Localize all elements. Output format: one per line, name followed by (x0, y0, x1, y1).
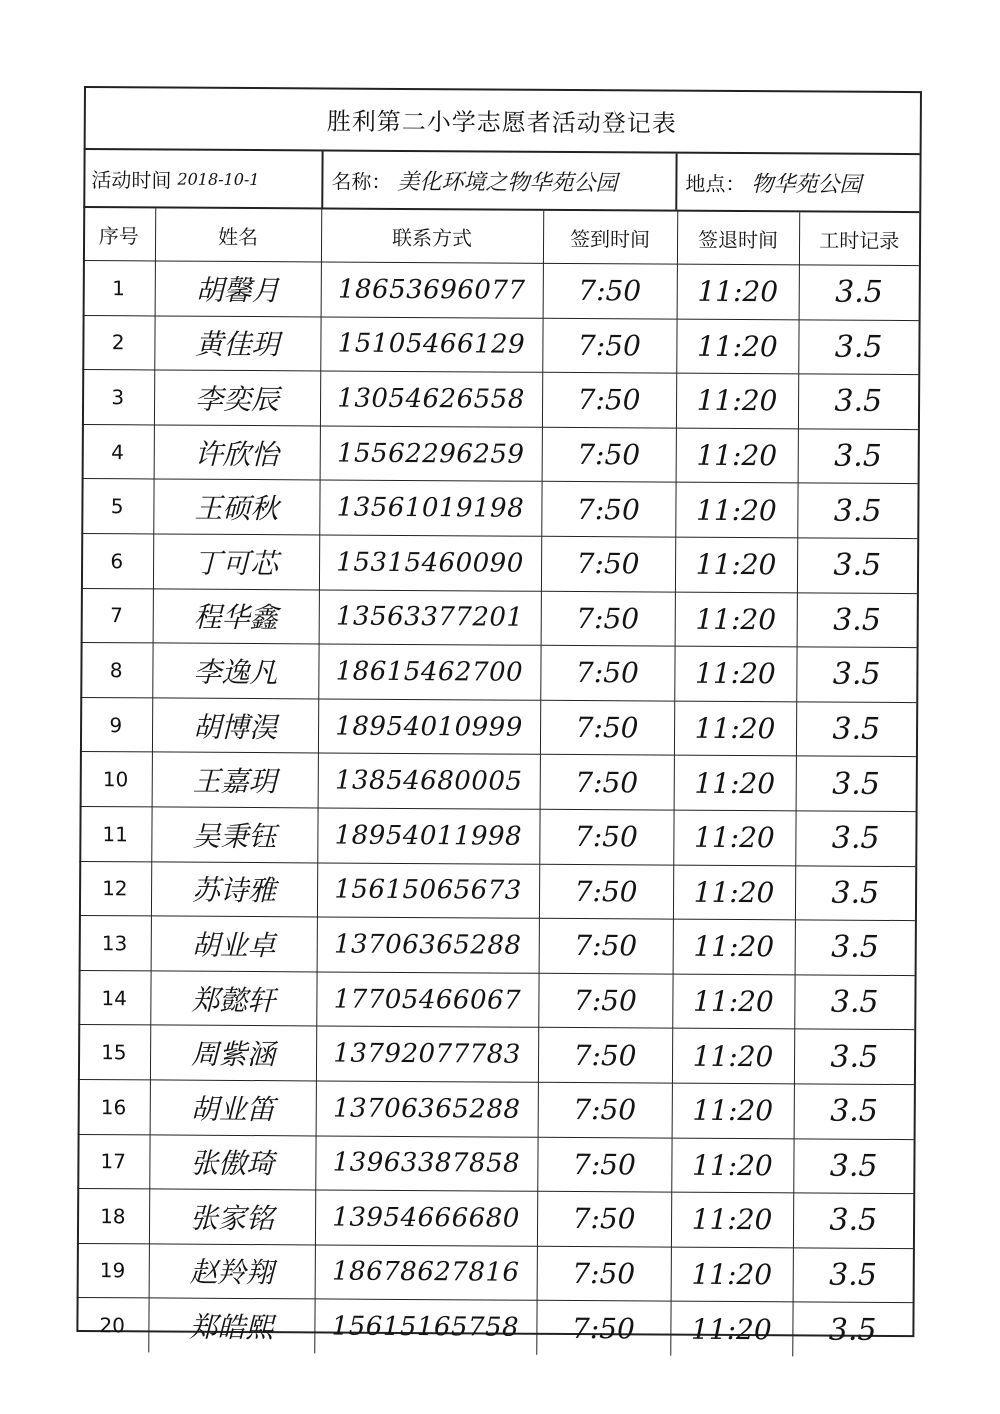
row-index: 10 (80, 752, 152, 807)
hours-record: 3.5 (793, 1193, 913, 1248)
volunteer-name: 赵羚翔 (149, 1244, 315, 1300)
contact-phone: 13963387858 (315, 1135, 537, 1191)
table-row (79, 806, 915, 866)
table-row (78, 1079, 914, 1139)
contact-phone: 13054626558 (320, 371, 542, 427)
checkin-time: 7:50 (540, 700, 674, 755)
checkin-time: 7:50 (540, 755, 674, 810)
info-divider (675, 154, 677, 210)
row-index: 5 (81, 479, 153, 534)
checkin-time: 7:50 (537, 1191, 671, 1246)
checkin-time: 7:50 (540, 645, 674, 700)
activity-name-cell (331, 152, 671, 210)
table-row (78, 1025, 914, 1085)
contact-phone: 15615065673 (317, 862, 539, 918)
row-index: 16 (78, 1079, 150, 1134)
header-checkin: 签到时间 (543, 211, 677, 264)
row-index: 6 (81, 533, 153, 588)
hours-record: 3.5 (794, 1029, 914, 1084)
hours-record: 3.5 (796, 756, 916, 811)
checkin-time: 7:50 (537, 1137, 671, 1192)
activity-place-label: 地点： (685, 171, 746, 196)
checkout-time: 11:20 (674, 646, 796, 701)
checkout-time: 11:20 (672, 1028, 794, 1083)
checkout-time: 11:20 (671, 1192, 793, 1247)
hours-record: 3.5 (797, 538, 917, 593)
table-row (77, 1134, 913, 1194)
activity-time-cell (91, 150, 319, 207)
contact-phone: 13792077783 (316, 1026, 538, 1082)
volunteer-table (76, 208, 919, 1357)
checkin-time: 7:50 (541, 482, 675, 537)
activity-name-label: 名称： (331, 169, 392, 194)
hours-record: 3.5 (794, 1084, 914, 1139)
table-row (81, 588, 917, 648)
checkout-time: 11:20 (674, 755, 796, 810)
table-row (77, 1189, 913, 1249)
row-index: 4 (82, 424, 154, 479)
volunteer-name: 李奕辰 (154, 370, 320, 426)
volunteer-name: 郑懿轩 (150, 971, 316, 1027)
contact-phone: 15315460090 (319, 535, 541, 591)
table-row (82, 315, 918, 375)
contact-phone: 13706365288 (317, 917, 539, 973)
checkout-time: 11:20 (675, 482, 797, 537)
table-header-row (83, 208, 919, 266)
row-index: 12 (79, 861, 151, 916)
checkout-time: 11:20 (673, 919, 795, 974)
hours-record: 3.5 (794, 975, 914, 1030)
row-index: 8 (80, 643, 152, 698)
contact-phone: 18653696077 (321, 262, 543, 318)
hours-record: 3.5 (795, 920, 915, 975)
volunteer-name: 李逸凡 (152, 643, 318, 699)
row-index: 3 (82, 370, 154, 425)
hours-record: 3.5 (798, 319, 918, 374)
checkout-time: 11:20 (673, 865, 795, 920)
row-index: 19 (77, 1243, 149, 1298)
volunteer-name: 郑皓熙 (148, 1298, 314, 1353)
contact-phone: 17705466067 (316, 972, 538, 1028)
checkin-time: 7:50 (537, 1246, 671, 1301)
checkout-time: 11:20 (675, 537, 797, 592)
hours-record: 3.5 (799, 265, 919, 320)
volunteer-name: 王硕秋 (153, 479, 319, 535)
table-row (80, 643, 916, 703)
volunteer-name: 许欣怡 (154, 425, 320, 481)
contact-phone: 18954010999 (318, 699, 540, 755)
volunteer-name: 张家铭 (149, 1189, 315, 1245)
table-row (80, 697, 916, 757)
activity-info-row (83, 150, 919, 213)
row-index: 20 (76, 1298, 148, 1353)
row-index: 2 (82, 315, 154, 370)
table-row (77, 1243, 913, 1303)
row-index: 18 (77, 1189, 149, 1244)
row-index: 17 (77, 1134, 149, 1189)
table-row (79, 861, 915, 921)
checkin-time: 7:50 (542, 427, 676, 482)
hours-record: 3.5 (796, 647, 916, 702)
contact-phone: 13954666680 (315, 1190, 537, 1246)
activity-name-value: 美化环境之物华苑公园 (397, 169, 618, 196)
contact-phone: 13706365288 (316, 1081, 538, 1137)
checkin-time: 7:50 (543, 263, 677, 318)
checkout-time: 11:20 (671, 1138, 793, 1193)
header-name: 姓名 (155, 208, 321, 262)
volunteer-name: 胡博淏 (152, 698, 318, 754)
hours-record: 3.5 (798, 374, 918, 429)
volunteer-name: 周紫涵 (150, 1025, 316, 1081)
volunteer-name: 黄佳玥 (154, 316, 320, 372)
checkin-time: 7:50 (542, 318, 676, 373)
hours-record: 3.5 (797, 592, 917, 647)
hours-record: 3.5 (797, 483, 917, 538)
table-row (81, 533, 917, 593)
volunteer-name: 吴秉钰 (151, 807, 317, 863)
contact-phone: 15615165758 (314, 1299, 536, 1354)
checkout-time: 11:20 (672, 974, 794, 1029)
contact-phone: 13563377201 (319, 590, 541, 646)
checkout-time: 11:20 (676, 319, 798, 374)
hours-record: 3.5 (793, 1138, 913, 1193)
checkout-time: 11:20 (670, 1301, 792, 1356)
hours-record: 3.5 (793, 1248, 913, 1303)
checkin-time: 7:50 (538, 1028, 672, 1083)
header-contact: 联系方式 (321, 209, 543, 263)
row-index: 7 (81, 588, 153, 643)
contact-phone: 13561019198 (319, 480, 541, 536)
checkout-time: 11:20 (672, 1083, 794, 1138)
table-row (82, 424, 918, 484)
contact-phone: 15105466129 (320, 317, 542, 373)
checkout-time: 11:20 (673, 810, 795, 865)
registration-form (76, 86, 920, 1348)
hours-record: 3.5 (792, 1302, 912, 1357)
checkin-time: 7:50 (541, 591, 675, 646)
volunteer-name: 胡业笛 (150, 1080, 316, 1136)
activity-time-value: 2018-10-1 (177, 169, 260, 189)
info-divider (321, 151, 323, 207)
hours-record: 3.5 (795, 865, 915, 920)
row-index: 1 (83, 260, 155, 315)
volunteer-name: 苏诗雅 (151, 861, 317, 917)
volunteer-name: 张傲琦 (149, 1134, 315, 1190)
table-row (82, 370, 918, 430)
table-row (81, 479, 917, 539)
table-row (79, 916, 915, 976)
checkin-time: 7:50 (539, 809, 673, 864)
volunteer-name: 胡馨月 (155, 261, 321, 317)
header-checkout: 签退时间 (677, 212, 799, 265)
row-index: 9 (80, 697, 152, 752)
form-title: 胜利第二小学志愿者活动登记表 (84, 86, 920, 155)
table-row (76, 1298, 912, 1357)
volunteer-name: 王嘉玥 (152, 752, 318, 808)
table-body (76, 260, 919, 1356)
checkin-time: 7:50 (538, 973, 672, 1028)
checkin-time: 7:50 (541, 536, 675, 591)
checkin-time: 7:50 (539, 918, 673, 973)
contact-phone: 18678627816 (315, 1245, 537, 1301)
activity-place-value: 物华苑公园 (751, 171, 862, 198)
checkin-time: 7:50 (538, 1082, 672, 1137)
checkin-time: 7:50 (539, 864, 673, 919)
row-index: 14 (78, 970, 150, 1025)
activity-time-label: 活动时间 (91, 167, 172, 193)
row-index: 11 (79, 806, 151, 861)
table-row (83, 260, 919, 320)
checkout-time: 11:20 (677, 264, 799, 319)
volunteer-name: 程华鑫 (153, 588, 319, 644)
table-row (78, 970, 914, 1030)
checkin-time: 7:50 (542, 372, 676, 427)
table-row (80, 752, 916, 812)
volunteer-name: 胡业卓 (151, 916, 317, 972)
row-index: 15 (78, 1025, 150, 1080)
checkout-time: 11:20 (675, 592, 797, 647)
hours-record: 3.5 (795, 811, 915, 866)
contact-phone: 13854680005 (318, 753, 540, 809)
activity-place-cell (685, 154, 915, 211)
contact-phone: 18615462700 (318, 644, 540, 700)
contact-phone: 18954011998 (317, 808, 539, 864)
checkout-time: 11:20 (671, 1247, 793, 1302)
header-hours: 工时记录 (799, 212, 919, 265)
contact-phone: 15562296259 (320, 426, 542, 482)
hours-record: 3.5 (798, 429, 918, 484)
checkout-time: 11:20 (676, 373, 798, 428)
hours-record: 3.5 (796, 702, 916, 757)
volunteer-name: 丁可芯 (153, 534, 319, 590)
checkin-time: 7:50 (536, 1301, 670, 1356)
checkout-time: 11:20 (674, 701, 796, 756)
row-index: 13 (79, 916, 151, 971)
header-index: 序号 (83, 208, 155, 261)
checkout-time: 11:20 (676, 428, 798, 483)
